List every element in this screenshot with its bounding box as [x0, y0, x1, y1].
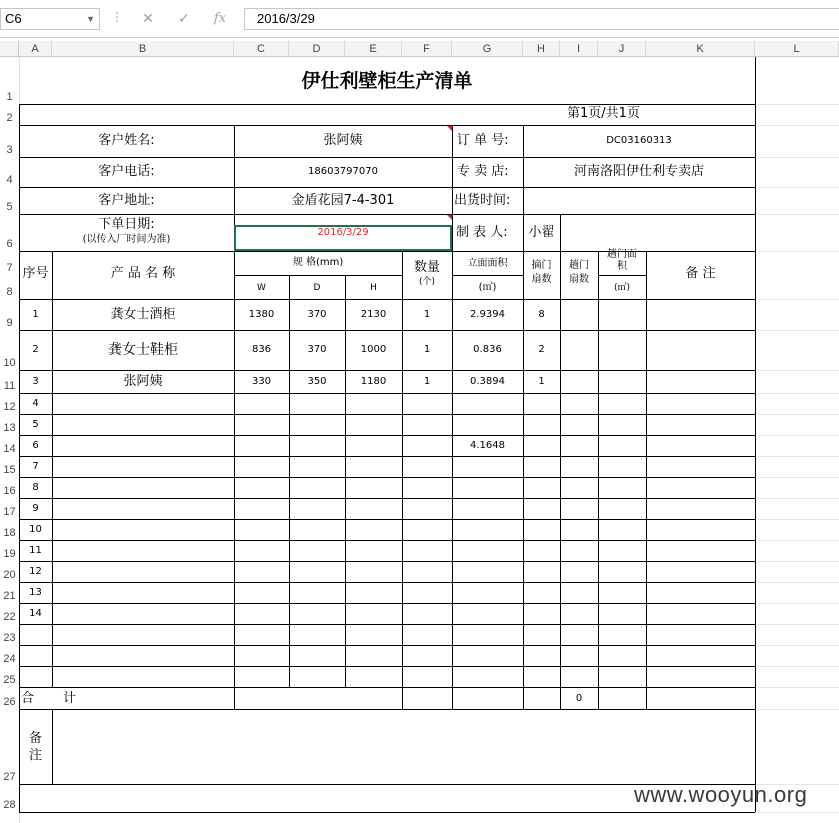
item-swing[interactable]: 1 — [538, 376, 545, 387]
order-no-cell[interactable]: DC03160313 — [606, 135, 672, 146]
header-d: D — [313, 283, 321, 293]
comment-indicator[interactable] — [447, 126, 452, 131]
customer-name-cell[interactable]: 张阿姨 — [323, 133, 363, 148]
phone-label: 客户电话: — [98, 164, 155, 179]
header-remark: 备 注 — [685, 266, 716, 281]
watermark: www.wooyun.org — [634, 782, 808, 807]
header-slide: 趟门 — [569, 260, 589, 271]
item-name[interactable]: 龚女士酒柜 — [110, 307, 176, 322]
column-header-f[interactable]: F — [402, 41, 452, 57]
row-header[interactable]: 17 — [0, 498, 19, 519]
header-area: 立面面积 — [467, 258, 508, 269]
row-header[interactable]: 12 — [0, 393, 19, 414]
row-header[interactable]: 11 — [0, 370, 19, 393]
item-h[interactable]: 1000 — [360, 344, 387, 355]
row-header[interactable]: 8 — [0, 275, 19, 299]
row-header[interactable]: 3 — [0, 125, 19, 157]
column-header-c[interactable]: C — [234, 41, 289, 57]
row-header[interactable]: 19 — [0, 540, 19, 561]
item-seq[interactable]: 10 — [29, 524, 42, 535]
header-h: H — [370, 283, 377, 293]
column-header-h[interactable]: H — [523, 41, 560, 57]
ship-time-label: 出货时间: — [454, 193, 511, 208]
order-date-cell-selected[interactable]: 2016/3/29 — [234, 225, 452, 251]
item-h[interactable]: 2130 — [360, 309, 387, 320]
item-seq[interactable]: 12 — [29, 566, 42, 577]
order-date-note: (以传入厂时间为准) — [82, 234, 171, 245]
column-header-k[interactable]: K — [646, 41, 755, 57]
header-area-unit: (㎡) — [478, 282, 497, 293]
row-header[interactable]: 16 — [0, 477, 19, 498]
more-options-icon[interactable]: ⋮ — [111, 10, 123, 24]
header-spec: 规 格(mm) — [292, 257, 344, 268]
remarks-label-2: 注 — [28, 748, 42, 763]
address-cell[interactable]: 金盾花园7-4-301 — [291, 193, 395, 208]
row-header[interactable]: 10 — [0, 330, 19, 370]
total-label-2: 计 — [63, 691, 77, 706]
item-d[interactable]: 370 — [307, 344, 327, 355]
row-header[interactable]: 23 — [0, 624, 19, 645]
column-header-b[interactable]: B — [52, 41, 234, 57]
row-header[interactable]: 20 — [0, 561, 19, 582]
total-slide-cell[interactable]: 0 — [575, 693, 583, 704]
item-h[interactable]: 1180 — [360, 376, 387, 387]
comment-indicator[interactable] — [447, 215, 452, 220]
item-w[interactable]: 836 — [251, 344, 272, 355]
remarks-label: 备 — [28, 731, 42, 746]
item-seq[interactable]: 8 — [32, 482, 39, 493]
item-swing[interactable]: 8 — [538, 309, 545, 320]
row-header[interactable]: 24 — [0, 645, 19, 666]
maker-cell[interactable]: 小翟 — [528, 225, 555, 240]
row-header[interactable]: 25 — [0, 666, 19, 687]
column-header-d[interactable]: D — [289, 41, 345, 57]
row-header[interactable]: 6 — [0, 214, 19, 251]
store-cell[interactable]: 河南洛阳伊仕利专卖店 — [573, 164, 704, 179]
item-seq[interactable]: 3 — [32, 376, 39, 387]
name-box[interactable]: C6 ▼ — [0, 8, 100, 30]
item-seq[interactable]: 4 — [32, 398, 39, 409]
item-area[interactable]: 0.3894 — [470, 376, 505, 387]
row-header[interactable]: 2 — [0, 104, 19, 125]
store-label: 专 卖 店: — [457, 164, 509, 179]
formula-input[interactable]: 2016/3/29 — [244, 8, 839, 30]
chevron-down-icon[interactable]: ▼ — [86, 14, 95, 24]
row-header[interactable]: 1 — [0, 57, 19, 104]
order-no-label: 订 单 号: — [457, 133, 509, 148]
item-seq[interactable]: 5 — [32, 419, 39, 430]
item-seq[interactable]: 6 — [32, 440, 39, 451]
row-header[interactable]: 9 — [0, 299, 19, 330]
order-date-label: 下单日期: — [98, 217, 155, 232]
select-all-corner[interactable] — [0, 41, 19, 57]
row-header[interactable]: 27 — [0, 709, 19, 784]
header-w: W — [257, 283, 266, 293]
page-info: 第1页/共1页 — [567, 106, 640, 121]
item-area[interactable]: 0.836 — [473, 344, 502, 355]
header-slide-area-2: 积 — [617, 261, 627, 272]
header-slide-count: 扇数 — [569, 274, 589, 285]
row-header[interactable]: 14 — [0, 435, 19, 456]
item-qty[interactable]: 1 — [423, 309, 431, 320]
row-header[interactable]: 18 — [0, 519, 19, 540]
column-header-e[interactable]: E — [345, 41, 402, 57]
header-product: 产 品 名 称 — [110, 266, 176, 281]
row-header[interactable]: 13 — [0, 414, 19, 435]
item-w[interactable]: 330 — [251, 376, 272, 387]
item-seq[interactable]: 11 — [29, 545, 42, 556]
row-header[interactable]: 28 — [0, 784, 19, 812]
item-qty[interactable]: 1 — [423, 344, 431, 355]
item-w[interactable]: 1380 — [248, 309, 275, 320]
item-seq[interactable]: 7 — [32, 461, 39, 472]
item-d[interactable]: 350 — [307, 376, 327, 387]
column-header-a[interactable]: A — [19, 41, 52, 57]
customer-name-label: 客户姓名: — [98, 133, 155, 148]
item-seq[interactable]: 13 — [29, 587, 42, 598]
cancel-icon[interactable]: ✕ — [142, 11, 154, 27]
column-header-g[interactable]: G — [452, 41, 523, 57]
area-sum-cell[interactable]: 4.1648 — [470, 440, 505, 451]
header-swing: 摘门 — [531, 260, 552, 271]
maker-label: 制 表 人: — [456, 225, 508, 240]
item-name[interactable]: 张阿姨 — [123, 374, 163, 389]
formula-bar — [0, 0, 839, 38]
header-qty: 数量 — [413, 260, 440, 275]
header-qty-unit: (个) — [418, 277, 436, 287]
item-swing[interactable]: 2 — [538, 344, 545, 355]
row-header[interactable]: 26 — [0, 687, 19, 709]
row-header[interactable]: 5 — [0, 187, 19, 214]
row-header[interactable]: 21 — [0, 582, 19, 603]
insert-function-icon[interactable]: fx — [213, 11, 227, 26]
header-slide-area-unit: (㎡) — [613, 283, 631, 293]
item-seq[interactable]: 14 — [29, 608, 42, 619]
header-slide-area: 趟门面 — [607, 249, 637, 260]
confirm-icon[interactable]: ✓ — [178, 11, 190, 27]
row-header[interactable]: 4 — [0, 157, 19, 187]
row-header[interactable]: 22 — [0, 603, 19, 624]
sheet-title: 伊仕利壁柜生产清单 — [301, 70, 473, 92]
item-qty[interactable]: 1 — [423, 376, 431, 387]
row-header[interactable]: 15 — [0, 456, 19, 477]
total-label: 合 — [21, 691, 35, 706]
item-seq[interactable]: 2 — [32, 344, 39, 355]
header-swing-count: 扇数 — [531, 274, 552, 285]
item-d[interactable]: 370 — [307, 309, 327, 320]
column-header-l[interactable]: L — [755, 41, 839, 57]
item-seq[interactable]: 9 — [32, 503, 39, 514]
column-header-i[interactable]: I — [560, 41, 598, 57]
item-area[interactable]: 2.9394 — [470, 309, 505, 320]
row-header[interactable]: 7 — [0, 251, 19, 275]
address-label: 客户地址: — [98, 193, 155, 208]
phone-cell[interactable]: 18603797070 — [308, 166, 378, 177]
item-seq[interactable]: 1 — [32, 309, 39, 320]
header-seq: 序号 — [22, 266, 49, 281]
column-header-j[interactable]: J — [598, 41, 646, 57]
item-name[interactable]: 龚女士鞋柜 — [108, 342, 178, 358]
